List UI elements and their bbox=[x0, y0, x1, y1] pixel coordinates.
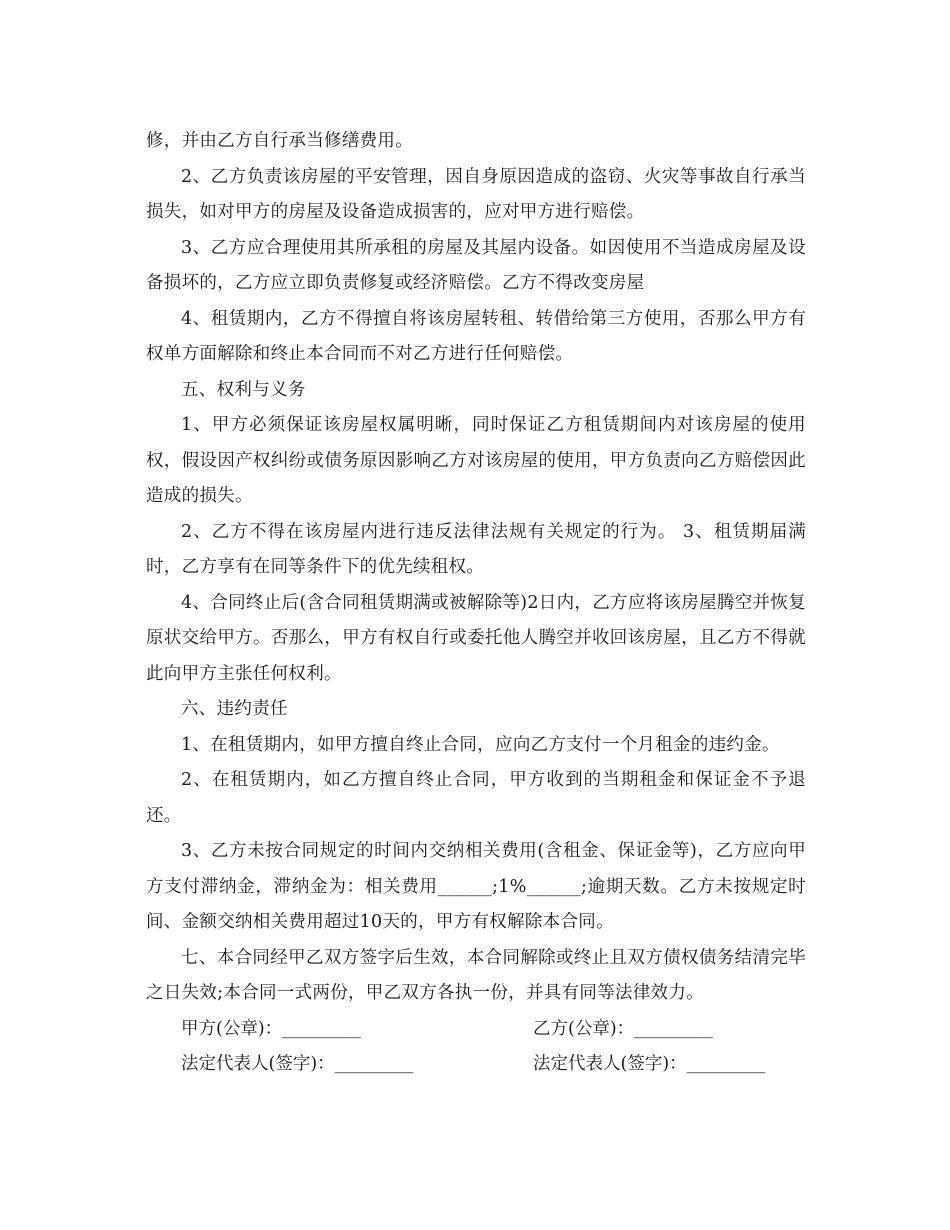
section-heading-liability: 六、违约责任 bbox=[181, 699, 288, 719]
signature-row-seal bbox=[146, 1012, 806, 1048]
paragraph-effectiveness: 七、本合同经甲乙双方签字后生效，本合同解除或终止且双方债权债务结清完毕之日失效;本合同一式两份，甲乙双方各执一份，并具有同等法律效力。 bbox=[146, 947, 806, 1003]
paragraph-clause-4: 4、租赁期内，乙方不得擅自将该房屋转租、转借给第三方使用，否那么甲方有权单方面解除和终止本合同而不对乙方进行任何赔偿。 bbox=[146, 308, 806, 364]
paragraph-rights-2-3: 2、乙方不得在该房屋内进行违反法律法规有关规定的行为。 3、租赁期届满时，乙方享有在同等条件下的优先续租权。 bbox=[146, 521, 806, 577]
paragraph-liability-3: 3、乙方未按合同规定的时间内交纳相关费用(含租金、保证金等)，乙方应向甲方支付滞纳金，滞纳金为：相关费用______;1%______;逾期天数。乙方未按规定时间、金额交纳相关费用超过10天的，甲方有权解除本合同。 bbox=[146, 841, 806, 932]
paragraph-liability-1: 1、在租赁期内，如甲方擅自终止合同，应向乙方支付一个月租金的违约金。 bbox=[181, 734, 780, 755]
paragraph-repair-cost: 修，并由乙方自行承当修缮费用。 bbox=[146, 131, 413, 151]
section-heading-rights-obligations: 五、权利与义务 bbox=[181, 379, 306, 400]
paragraph-rights-4: 4、合同终止后(含合同租赁期满或被解除等)2日内，乙方应将该房屋腾空并恢复原状交给甲方。否那么，甲方有权自行或委托他人腾空并收回该房屋，且乙方不得就此向甲方主张任何权利。 bbox=[146, 592, 806, 684]
party-a-seal-line: 甲方(公章)：_________ bbox=[181, 1018, 361, 1039]
party-b-representative-line: 法定代表人(签字)：_________ bbox=[533, 1054, 766, 1074]
signature-row-representative bbox=[146, 1047, 806, 1083]
contract-body bbox=[146, 124, 806, 1083]
paragraph-clause-3: 3、乙方应合理使用其所承租的房屋及其屋内设备。如因使用不当造成房屋及设备损坏的，乙方应立即负责修复或经济赔偿。乙方不得改变房屋 bbox=[146, 237, 806, 293]
paragraph-liability-2: 2、在租赁期内，如乙方擅自终止合同，甲方收到的当期租金和保证金不予退还。 bbox=[146, 770, 806, 826]
party-b-seal-line: 乙方(公章)：_________ bbox=[533, 1018, 713, 1039]
paragraph-clause-2: 2、乙方负责该房屋的平安管理，因自身原因造成的盗窃、火灾等事故自行承当损失，如对甲方的房屋及设备造成损害的，应对甲方进行赔偿。 bbox=[146, 166, 806, 222]
party-a-representative-line: 法定代表人(签字)：_________ bbox=[181, 1054, 414, 1074]
paragraph-rights-1: 1、甲方必须保证该房屋权属明晰，同时保证乙方租赁期间内对该房屋的使用权，假设因产权纠纷或债务原因影响乙方对该房屋的使用，甲方负责向乙方赔偿因此造成的损失。 bbox=[146, 415, 806, 506]
